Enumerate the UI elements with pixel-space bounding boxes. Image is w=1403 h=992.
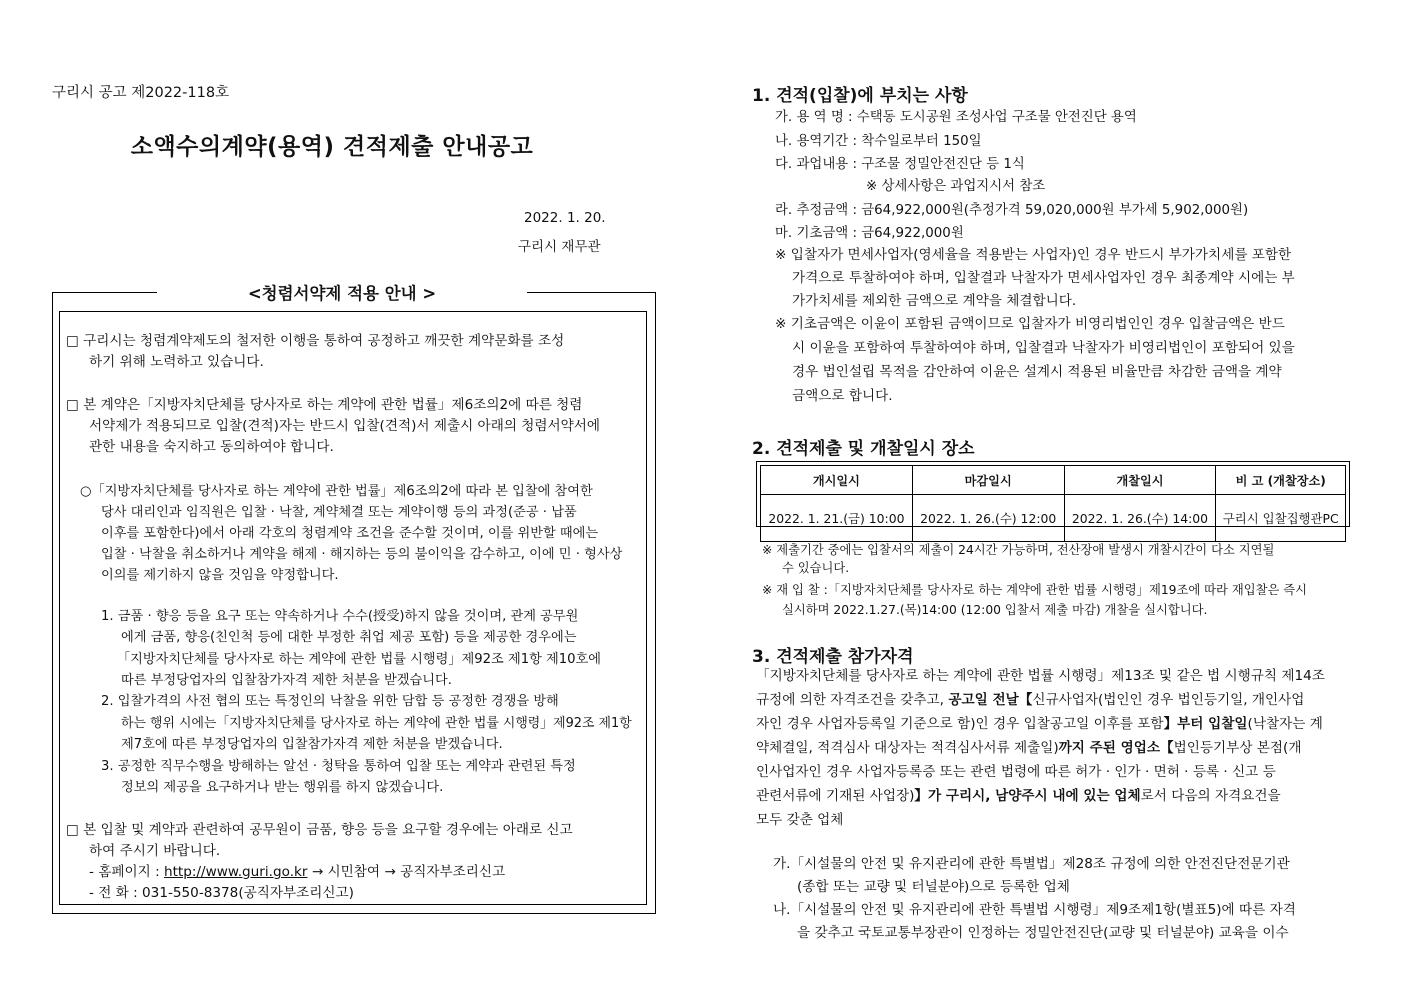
col-deadline: 마감일시 bbox=[912, 466, 1064, 495]
section3-para-line: 관련서류에 기재된 사업장)】가 구리시, 남양주시 내에 있는 업체로서 다음의 자격요건을 bbox=[756, 788, 1281, 804]
section1-item: 라. 추정금액 : 금64,922,000원(추정가격 59,020,000원 부가세 5,902,000원) bbox=[775, 203, 1249, 218]
box-line: 에게 금품, 향응(친인척 등에 대한 부정한 취업 제공 포함) 등을 제공한 경우에는 bbox=[121, 630, 577, 645]
box-line: - 전 화 : 031-550-8378(공직자부조리신고) bbox=[89, 885, 354, 901]
section1-note: 시 이윤을 포함하여 투찰하여야 하며, 입찰결과 낙찰자가 비영리법인이 포함되어 있을 bbox=[792, 340, 1295, 356]
section1-note: 가격으로 투찰하여야 하며, 입찰결과 낙찰자가 면세사업자인 경우 최종계약 시에는 부 bbox=[792, 270, 1295, 286]
section3-item: 을 갖추고 국토교통부장관이 인정하는 정밀안전진단(교량 및 터널분야) 교육을 이수 bbox=[797, 925, 1289, 941]
homepage-path: → 시민참여 → 공직자부조리신고 bbox=[311, 864, 506, 880]
integrity-box-title: <청렴서약제 적용 안내 > bbox=[157, 280, 527, 304]
box-line: 하는 행위 시에는「지방자치단체를 당사자로 하는 계약에 관한 법률 시행령」제92조 제1항 bbox=[121, 716, 632, 731]
section1-note: ※ 기초금액은 이윤이 포함된 금액이므로 입찰자가 비영리법인인 경우 입찰금액은 반드 bbox=[775, 316, 1285, 332]
section3-para-line: 자인 경우 사업자등록일 기준으로 함)인 경우 입찰공고일 이후를 포함】부터 입찰일(낙찰자는 계 bbox=[756, 716, 1323, 732]
cell-remark: 구리시 입찰집행관PC bbox=[1216, 495, 1346, 542]
section1-note: 가가치세를 제외한 금액으로 계약을 체결합니다. bbox=[792, 293, 1077, 309]
cell-start: 2022. 1. 21.(금) 10:00 bbox=[761, 495, 913, 542]
section3-heading: 3. 견적제출 참가자격 bbox=[752, 647, 914, 667]
box-line: 「지방자치단체를 당사자로 하는 계약에 관한 법률 시행령」제92조 제1항 제10호에 bbox=[117, 652, 602, 667]
cell-deadline: 2022. 1. 26.(수) 12:00 bbox=[912, 495, 1064, 542]
col-opening: 개찰일시 bbox=[1064, 466, 1216, 495]
homepage-link[interactable]: http://www.guri.go.kr bbox=[163, 864, 308, 880]
notice-number: 구리시 공고 제2022-118호 bbox=[52, 85, 230, 101]
box-line: 서약제가 적용되므로 입찰(견적)자는 반드시 입찰(견적)서 제출시 아래의 청렴서약서에 bbox=[89, 418, 601, 434]
notice-date: 2022. 1. 20. bbox=[524, 210, 606, 226]
col-remark: 비 고 (개찰장소) bbox=[1216, 466, 1346, 495]
section3-para-line: 「지방자치단체를 당사자로 하는 계약에 관한 법률 시행령」제13조 및 같은 법 시행규칙 제14조 bbox=[756, 668, 1325, 684]
box-line: 따른 부정당업자의 입찰참가자격 제한 처분을 받겠습니다. bbox=[121, 673, 452, 688]
box-line: 이후를 포함한다)에서 아래 각호의 청렴계약 조건을 준수할 것이며, 이를 위반할 때에는 bbox=[101, 526, 599, 541]
box-line: 입찰 · 낙찰을 취소하거나 계약을 해제 · 해지하는 등의 불이익을 감수하고, 이에 민 · 형사상 bbox=[101, 547, 623, 562]
cell-opening: 2022. 1. 26.(수) 14:00 bbox=[1064, 495, 1216, 542]
box-line: 1. 금품 · 향응 등을 요구 또는 약속하거나 수수(授受)하지 않을 것이며, 관계 공무원 bbox=[101, 609, 579, 624]
box-line: ○「지방자치단체를 당사자로 하는 계약에 관한 법률」제6조의2에 따라 본 입찰에 참여한 bbox=[80, 484, 593, 499]
box-line: 하기 위해 노력하고 있습니다. bbox=[89, 354, 264, 370]
box-line: 3. 공정한 직무수행을 방해하는 알선 · 청탁을 통하여 입찰 또는 계약과 관련된 특정 bbox=[101, 759, 576, 774]
section1-heading: 1. 견적(입찰)에 부치는 사항 bbox=[752, 86, 968, 106]
section3-para-line: 약체결일, 적격심사 대상자는 적격심사서류 제출일)까지 주된 영업소【법인등기부상 본점(개 bbox=[756, 740, 1302, 756]
section3-item: 나.「시설물의 안전 및 유지관리에 관한 특별법 시행령」제9조제1항(별표5)에 따른 자격 bbox=[773, 902, 1296, 918]
section3-para-line: 규정에 의한 자격조건을 갖추고, 공고일 전날【신규사업자(법인인 경우 법인등기일, 개인사업 bbox=[756, 692, 1305, 708]
section3-para-line: 모두 갖춘 업체 bbox=[756, 812, 844, 828]
section1-item: ※ 상세사항은 과업지시서 참조 bbox=[866, 179, 1046, 194]
notice-title: 소액수의계약(용역) 견적제출 안내공고 bbox=[130, 134, 534, 160]
section2-note: 실시하며 2022.1.27.(목)14:00 (12:00 입찰서 제출 마감) 개찰을 실시합니다. bbox=[782, 603, 1208, 617]
section2-note: 수 있습니다. bbox=[782, 561, 850, 575]
box-line: 정보의 제공을 요구하거나 받는 행위를 하지 않겠습니다. bbox=[121, 780, 444, 795]
section3-item: 가.「시설물의 안전 및 유지관리에 관한 특별법」제28조 규정에 의한 안전진단전문기관 bbox=[773, 856, 1290, 872]
section1-item: 다. 과업내용 : 구조물 정밀안전진단 등 1식 bbox=[775, 157, 1025, 172]
box-line: 관한 내용을 숙지하고 동의하여야 합니다. bbox=[89, 439, 334, 455]
section1-note: 경우 법인설립 목적을 감안하여 이윤은 설계시 적용된 비율만큼 차감한 금액을 계약 bbox=[792, 364, 1282, 380]
notice-issuer: 구리시 재무관 bbox=[518, 239, 601, 255]
section1-note: ※ 입찰자가 면세사업자(영세율을 적용받는 사업자)인 경우 반드시 부가가치세를 포함한 bbox=[775, 247, 1292, 263]
box-line: 당사 대리인과 임직원은 입찰 · 낙찰, 계약체결 또는 계약이행 등의 과정(준공 · 납품 bbox=[101, 505, 577, 520]
section1-item: 나. 용역기간 : 착수일로부터 150일 bbox=[775, 134, 982, 149]
col-start: 개시일시 bbox=[761, 466, 913, 495]
homepage-label: - 홈페이지 : bbox=[89, 864, 164, 880]
section1-item: 마. 기초금액 : 금64,922,000원 bbox=[775, 226, 964, 241]
table-header-row bbox=[761, 466, 1346, 495]
table-row bbox=[761, 495, 1346, 542]
box-line: □ 본 계약은「지방자치단체를 당사자로 하는 계약에 관한 법률」제6조의2에 따른 청렴 bbox=[66, 397, 583, 413]
box-line: 제7호에 따른 부정당업자의 입찰참가자격 제한 처분을 받겠습니다. bbox=[121, 737, 503, 752]
box-line: 하여 주시기 바랍니다. bbox=[89, 843, 221, 859]
section3-para-line: 인사업자인 경우 사업자등록증 또는 관련 법령에 따른 허가 · 인가 · 면허 · 등록 · 신고 등 bbox=[756, 764, 1276, 780]
section1-item: 가. 용 역 명 : 수택동 도시공원 조성사업 구조물 안전진단 용역 bbox=[775, 110, 1137, 125]
box-line: □ 본 입찰 및 계약과 관련하여 공무원이 금품, 향응 등을 요구할 경우에는 아래로 신고 bbox=[66, 822, 573, 838]
section3-item: (종합 또는 교량 및 터널분야)으로 등록한 업체 bbox=[797, 879, 1070, 895]
box-line: 이의를 제기하지 않을 것임을 약정합니다. bbox=[101, 568, 339, 583]
box-line bbox=[89, 862, 505, 883]
section1-note: 금액으로 합니다. bbox=[792, 388, 893, 404]
section2-heading: 2. 견적제출 및 개찰일시 장소 bbox=[752, 439, 975, 459]
section2-note: ※ 제출기간 중에는 입찰서의 제출이 24시간 가능하며, 전산장애 발생시 개찰시간이 다소 지연될 bbox=[762, 543, 1275, 557]
section2-note: ※ 재 입 찰 :「지방자치단체를 당사자로 하는 계약에 관한 법률 시행령」제19조에 따라 재입찰은 즉시 bbox=[762, 583, 1308, 597]
box-line: □ 구리시는 청렴계약제도의 철저한 이행을 통하여 공정하고 깨끗한 계약문화를 조성 bbox=[66, 333, 565, 349]
schedule-table bbox=[760, 465, 1346, 542]
box-line: 2. 입찰가격의 사전 협의 또는 특정인의 낙찰을 위한 담합 등 공정한 경쟁을 방해 bbox=[101, 694, 559, 709]
